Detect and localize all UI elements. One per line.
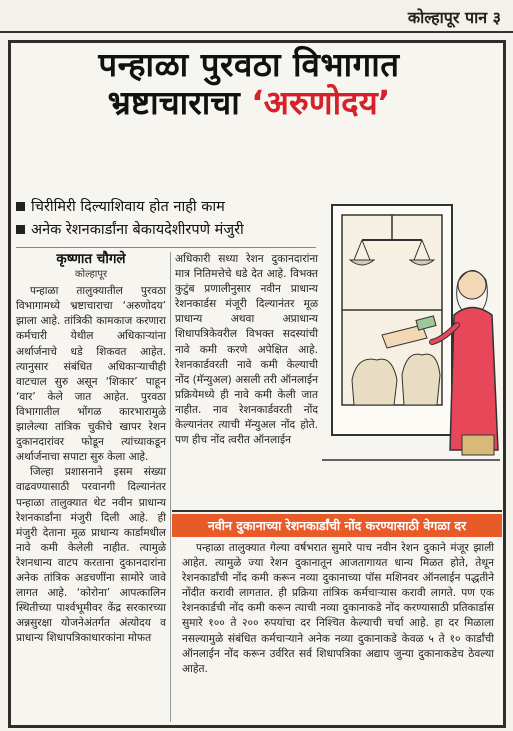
article-paragraph: अधिकारी सध्या रेशन दुकानदारांना मात्र नितिमत्तेचे धडे देत आहे. विभक्त कुटुंब प्रणालीनुसार नवीन प्राधान्य रेशनकार्डस मंजूरी दिल्यानंतर मूळ प्राधान्य अथवा अप्राधान्य शिधापत्रिकेवरील विभक्त सदस्यांची नावे कमी करणे अपेक्षित आहे. रेशनकार्डवरती नावे कमी केल्याची नोंद (मॅन्युअल) असली तरी ऑनलाईन प्रक्रियेमध्ये ही नावे कमी केली जात नाहीत. नाव रेशनकार्डवरती नोंद केल्यानंतर त्याची मॅन्युअल नोंद होते. पण हीच नोंद त्वरीत ऑनलाईन [175,253,318,447]
bullet-item [16,196,316,216]
bullet-text: चिरीमिरी दिल्याशिवाय होत नाही काम [31,199,225,215]
article-column-2 [175,252,318,448]
page-header [0,0,513,34]
byline: कृष्णात चौगले [56,251,126,267]
headline [10,46,488,123]
divider [16,247,316,248]
headline-line-2 [10,84,488,122]
sidebar-box-text: पन्हाळा तालुक्यात गेल्या वर्षभरात सुमारे पाच नवीन रेशन दुकाने मंजूर झाली आहेत. त्यामुळे ज्या रेशन दुकानातून आजतागायत धान्य मिळत होते, तेथून रेशनकार्डांची नोंद कमी करून नव्या दुकानाच्या पॉस मशिनवर ऑनलाईन पद्धतीने नोंदीत करावी लागतात. ही प्रक्रिया तांत्रिक कर्मचाऱ्यास करावी लागते. पण एक रेशनकार्डची नोंद कमी करून त्याची नव्या दुकानाकडे नोंद करण्यासाठी प्रतिकार्डास सुमारे १०० ते २०० रुपयांचा दर निश्चित केल्याची चर्चा आहे. हा दर मिळाला नसल्यामुळे संबंधित कर्मचाऱ्याने अनेक नव्या दुकानाकडे केवळ ५ ते १० कार्डांची ऑनलाईन नोंद करून उर्वरित सर्व शिधापत्रिका अद्याप जुन्या दुकानाकडेच ठेवल्या आहेत. [182,542,494,675]
headline-line-1: पन्हाळा पुरवठा विभागात [98,45,400,84]
sidebar-box [172,510,502,722]
ration-shop-illustration [322,150,500,490]
bullet-text: अनेक रेशनकार्डांना बेकायदेशीरपणे मंजुरी [31,222,244,238]
bullet-square-icon [16,225,25,234]
page-label: कोल्हापूर पान ३ [407,8,501,27]
article-paragraph: जिल्हा प्रशासनाने इसम संख्या वाढवण्यासाठी परवानगी दिल्यानंतर पन्हाळा तालुक्यात थेट नवीन प्राधान्य रेशनकार्डांना मंजुरी दिली आहे. ही मंजुरी देताना मूळ प्राधान्य कार्डामधील नावे कमी केलेली नाहीत. त्यामुळे रेशनधान्य वाटप करताना दुकानदारांना अनेक तांत्रिक अडचणींना सामोरे जावे लागत आहे. ‘कोरोना’ आपत्कालिन स्थितीच्या पार्श्वभूमीवर केंद्र सरकारच्या अन्नसुरक्षा योजनेअंतर्गत अंत्योदय व प्राधान्य शिधापत्रिकाधारकांना मोफत [16,466,166,645]
header-rule [0,31,513,33]
headline-highlight: ‘अरुणोदय’ [251,83,391,123]
bullet-item [16,219,316,239]
headline-line-2-prefix: भ्रष्टाचाराचा [107,83,252,123]
article-column-1 [16,252,166,646]
column-divider [170,252,171,722]
article-paragraph: पन्हाळा तालुक्यातील पुरवठा विभागामध्ये भ्रष्टाचाराचा ‘अरुणोदय’ झाला आहे. तांत्रिकी कामकाज करणारा कर्मचारी येथील अधिकाऱ्यांना अर्थार्जनाचे धडे शिकवत आहेत. त्यानुसार संबंधित अधिकाऱ्याचीही वाटचाल सुरु असून ‘शिकार’ पाहून ‘वार’ केले जात आहेत. पुरवठा विभागातील भोंगळ कारभारामुळे झालेल्या तांत्रिक चुकीचे खापर रेशन दुकानदारांवर फोडून त्यांच्याकडून अर्थार्जनाचा सपाटा सुरु केला आहे. [16,285,166,464]
dateline-place: कोल्हापूर [74,269,108,281]
sidebar-box-heading: नवीन दुकानाच्या रेशनकार्डांची नोंद करण्यासाठी वेगळा दर [172,514,502,537]
bullet-list [16,196,316,242]
bullet-square-icon [16,202,25,211]
